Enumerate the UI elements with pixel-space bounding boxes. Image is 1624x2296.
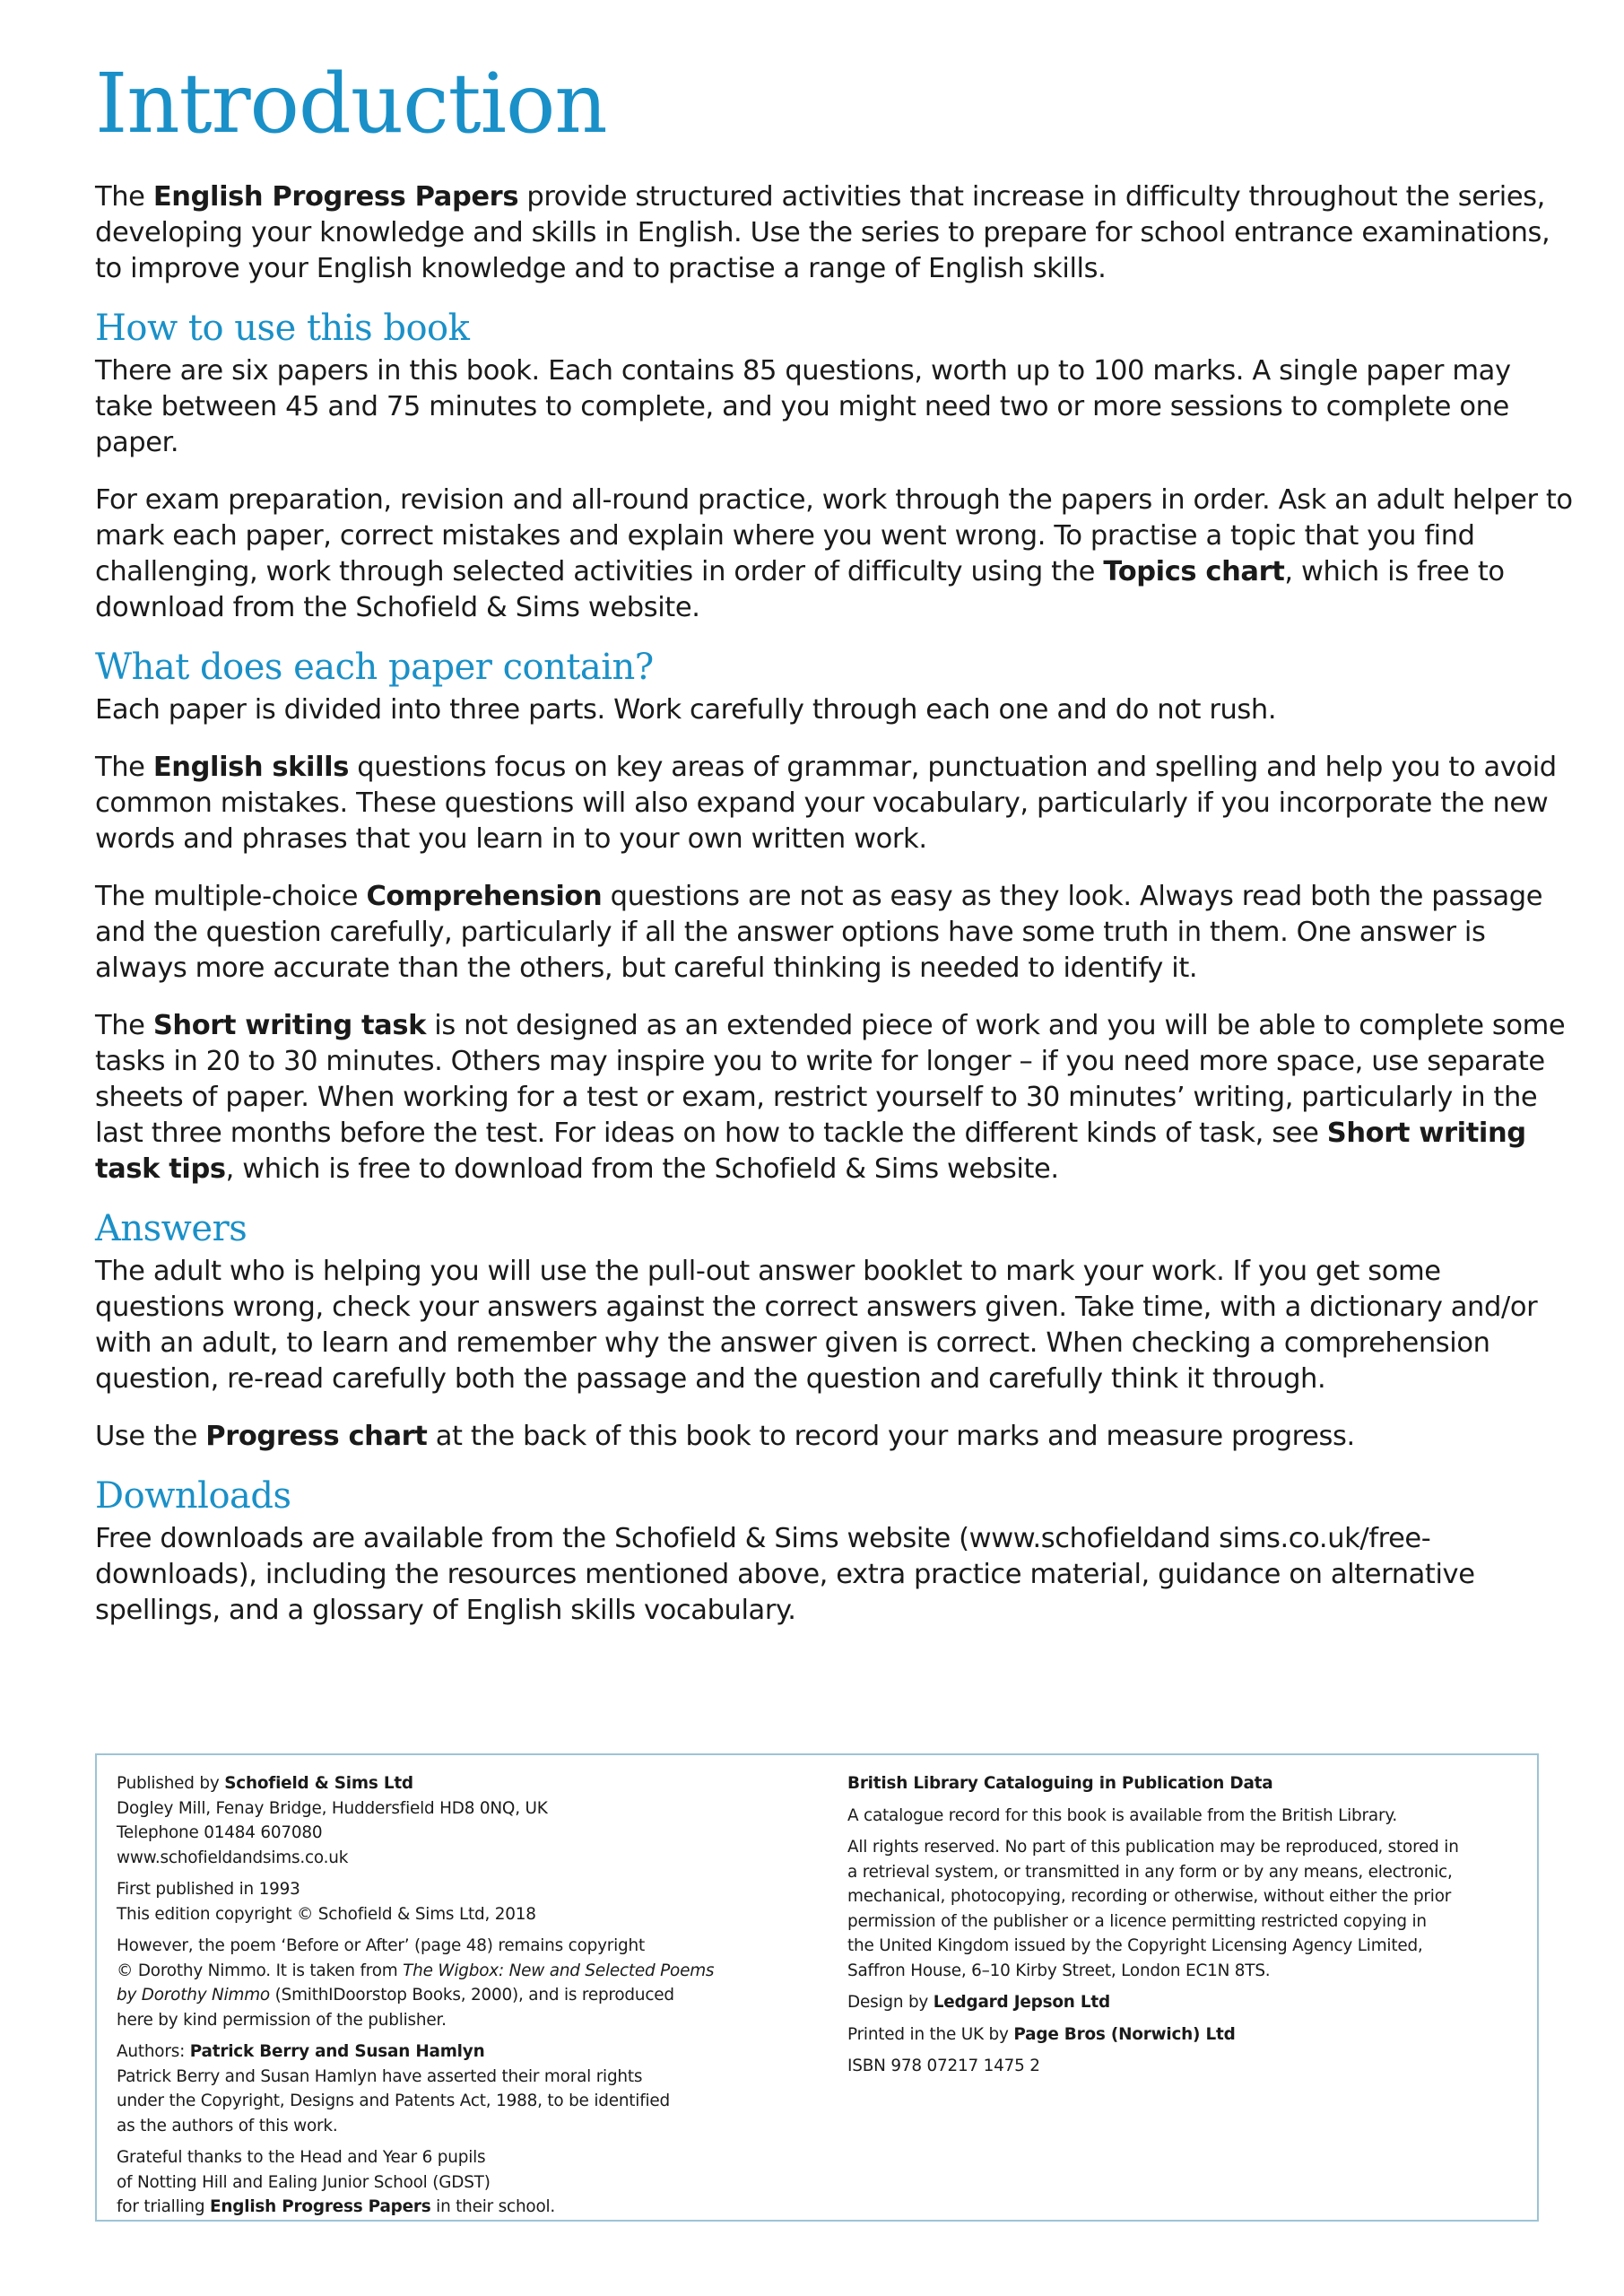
all-rights-block [847, 1835, 1520, 1983]
publisher-block [117, 1771, 825, 1870]
edition-block [117, 1877, 825, 1926]
isbn-block [847, 2054, 1520, 2079]
cip-text: A catalogue record for this book is available from the British Library. [847, 1805, 1398, 1825]
printed-line: Printed in the UK by Page Bros (Norwich) Ltd [847, 2024, 1236, 2044]
first-published: First published in 1993 [117, 1880, 300, 1899]
answers-paragraph-1: The adult who is helping you will use the pull-out answer booklet to mark your work. If you get some questions wrong, check your answers against the correct answers given. Take time, with a dictionary and/or with an adult, to learn and remember why the answer given is correct. When checking a comprehension question, re-read carefully both the passage and the question and carefully think it through. [95, 1256, 1538, 1395]
cip-block [847, 1771, 1520, 1796]
paper-contents-heading: What does each paper contain? [95, 647, 654, 688]
thanks-line: of Notting Hill and Ealing Junior School (GDST) [117, 2172, 491, 2192]
poem-copyright-line: here by kind permission of the publisher. [117, 2010, 447, 2030]
poem-copyright-block [117, 1934, 825, 2032]
authors-block [117, 2039, 825, 2138]
downloads-heading: Downloads [95, 1475, 291, 1517]
cip-text-block [847, 1804, 1520, 1829]
publisher-telephone: Telephone 01484 607080 [117, 1823, 323, 1842]
edition-copyright: This edition copyright © Schofield & Sims Ltd, 2018 [117, 1904, 536, 1924]
design-block [847, 1990, 1520, 2015]
moral-rights-line: as the authors of this work. [117, 2116, 338, 2135]
short-writing-paragraph: The Short writing task is not designed as an extended piece of work and you will be able to complete some tasks in 20 to 30 minutes. Others may inspire you to write for longer – if you need more space, use separate sheets of paper. When working for a test or exam, restrict yourself to 30 minutes’ writing, particularly in the last three months before the test. For ideas on how to tackle the different kinds of task, see Short writing task tips, which is free to download from the Schofield & Sims website. [95, 1010, 1566, 1185]
page-title: Introduction [95, 56, 607, 152]
answers-heading: Answers [95, 1208, 248, 1249]
imprint-box [95, 1753, 1539, 2222]
paper-contents-paragraph-1: Each paper is divided into three parts. Work carefully through each one and do not rush. [95, 694, 1277, 726]
thanks-line: for trialling English Progress Papers in their school. [117, 2197, 556, 2216]
downloads-paragraph: Free downloads are available from the Schofield & Sims website (www.schofieldand sims.co.uk/free-downloads), including the resources mentioned above, extra practice material, guidance on alternative spellings, and a glossary of English skills vocabulary. [95, 1523, 1475, 1626]
all-rights-line: All rights reserved. No part of this publication may be reproduced, stored in [847, 1838, 1459, 1857]
english-skills-paragraph: The English skills questions focus on key areas of grammar, punctuation and spelling and help you to avoid common mistakes. These questions will also expand your vocabulary, particularly if you incorporate the new words and phrases that you learn in to your own written work. [95, 752, 1557, 855]
poem-copyright-line: However, the poem ‘Before or After’ (page 48) remains copyright [117, 1936, 646, 1955]
how-to-use-paragraph-2: For exam preparation, revision and all-round practice, work through the papers in order. Ask an adult helper to mark each paper, correct mistakes and explain where you went wrong. To practise a topic that you find challenging, work through selected activities in order of difficulty using the Topics chart, which is free to download from the Schofield & Sims website. [95, 484, 1573, 623]
publisher-website: www.schofieldandsims.co.uk [117, 1848, 349, 1867]
imprint-right-column [847, 1771, 1520, 2086]
poem-copyright-line: by Dorothy Nimmo (SmithIDoorstop Books, 2000), and is reproduced [117, 1986, 674, 2005]
how-to-use-heading: How to use this book [95, 308, 470, 349]
design-line: Design by Ledgard Jepson Ltd [847, 1993, 1110, 2012]
moral-rights-line: Patrick Berry and Susan Hamlyn have asserted their moral rights [117, 2066, 643, 2086]
printed-block [847, 2022, 1520, 2048]
answers-paragraph-2: Use the Progress chart at the back of this book to record your marks and measure progress. [95, 1421, 1355, 1452]
intro-paragraph: The English Progress Papers provide structured activities that increase in difficulty throughout the series, developing your knowledge and skills in English. Use the series to prepare for school entrance examinations, to improve your English knowledge and to practise a range of English skills. [95, 181, 1550, 284]
publisher-line: Published by Schofield & Sims Ltd [117, 1774, 413, 1793]
all-rights-line: a retrieval system, or transmitted in any form or by any means, electronic, [847, 1862, 1453, 1882]
how-to-use-paragraph-1: There are six papers in this book. Each contains 85 questions, worth up to 100 marks. A single paper may take between 45 and 75 minutes to complete, and you might need two or more sessions to complete one paper. [95, 355, 1511, 458]
authors-line: Authors: Patrick Berry and Susan Hamlyn [117, 2042, 485, 2061]
cip-heading: British Library Cataloguing in Publication Data [847, 1774, 1273, 1793]
poem-copyright-line: © Dorothy Nimmo. It is taken from The Wigbox: New and Selected Poems [117, 1961, 715, 1980]
all-rights-line: Saffron House, 6–10 Kirby Street, London EC1N 8TS. [847, 1961, 1271, 1980]
all-rights-line: the United Kingdom issued by the Copyright Licensing Agency Limited, [847, 1936, 1423, 1955]
imprint-left-column [117, 1771, 825, 2227]
isbn-line: ISBN 978 07217 1475 2 [847, 2057, 1040, 2075]
all-rights-line: mechanical, photocopying, recording or otherwise, without either the prior [847, 1887, 1452, 1906]
main-content [95, 56, 1575, 1650]
moral-rights-line: under the Copyright, Designs and Patents Act, 1988, to be identified [117, 2092, 670, 2110]
all-rights-line: permission of the publisher or a licence permitting restricted copying in [847, 1911, 1427, 1931]
thanks-line: Grateful thanks to the Head and Year 6 pupils [117, 2148, 486, 2167]
comprehension-paragraph: The multiple-choice Comprehension questions are not as easy as they look. Always read both the passage and the question carefully, particularly if all the answer options have some truth in them. One answer is always more accurate than the others, but careful thinking is needed to identify it. [95, 881, 1543, 984]
publisher-address: Dogley Mill, Fenay Bridge, Huddersfield HD8 0NQ, UK [117, 1798, 548, 1818]
thanks-block [117, 2145, 825, 2220]
